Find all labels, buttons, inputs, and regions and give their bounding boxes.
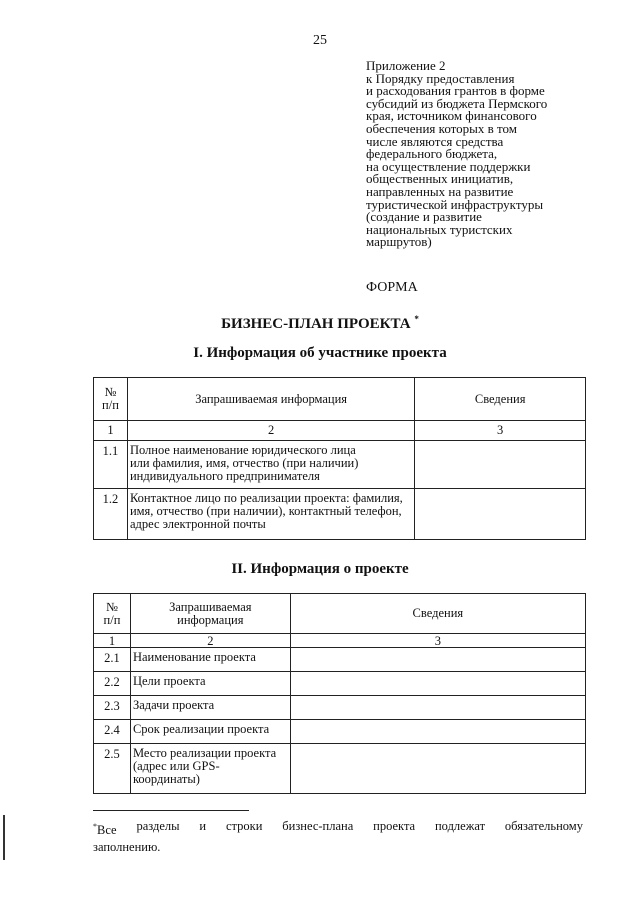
footnote-marker: * bbox=[414, 314, 419, 324]
row-label-line: координаты) bbox=[132, 772, 200, 786]
row-value-field[interactable] bbox=[290, 720, 585, 744]
appendix-line: к Порядку предоставления bbox=[366, 70, 515, 86]
appendix-line: числе являются средства bbox=[366, 133, 504, 149]
appendix-line: маршрутов) bbox=[366, 234, 432, 250]
col-requested-line: информация bbox=[177, 612, 244, 627]
appendix-line: направленных на развитие bbox=[366, 183, 514, 199]
row-number: 2.4 bbox=[94, 720, 131, 744]
index-cell: 2 bbox=[130, 634, 290, 648]
footnote-line bbox=[93, 818, 583, 839]
row-label-line: Цели проекта bbox=[132, 674, 206, 688]
row-label-line: Задачи проекта bbox=[132, 698, 215, 712]
footnote-word: проекта bbox=[373, 819, 416, 833]
project-info-table bbox=[93, 593, 586, 794]
row-value-field[interactable] bbox=[290, 648, 585, 672]
row-label-line: Наименование проекта bbox=[132, 650, 256, 664]
col-requested-line: Запрашиваемая bbox=[169, 599, 252, 614]
row-label bbox=[130, 744, 290, 794]
row-value-field[interactable] bbox=[415, 489, 586, 540]
footnote-word: бизнес-плана bbox=[282, 819, 354, 833]
row-number: 2.2 bbox=[94, 672, 131, 696]
appendix-line: национальных туристских bbox=[366, 221, 513, 237]
appendix-line: обеспечения которых в том bbox=[366, 120, 518, 136]
table-header-row bbox=[94, 594, 586, 634]
col-num-header bbox=[94, 594, 131, 634]
col-requested-header bbox=[130, 594, 290, 634]
footnote-word bbox=[93, 818, 117, 839]
footnote-word: строки bbox=[225, 819, 263, 833]
footnote-word: разделы bbox=[136, 819, 180, 833]
appendix-line: туристической инфраструктуры bbox=[366, 196, 544, 212]
table-row bbox=[94, 744, 586, 794]
appendix-line: (создание и развитие bbox=[366, 209, 482, 225]
index-cell: 3 bbox=[415, 421, 586, 441]
footnote bbox=[93, 818, 583, 856]
col-requested-header: Запрашиваемая информация bbox=[127, 378, 414, 421]
row-label bbox=[130, 720, 290, 744]
row-number: 2.3 bbox=[94, 696, 131, 720]
table-header-row bbox=[94, 378, 586, 421]
row-label bbox=[130, 648, 290, 672]
page-number: 25 bbox=[313, 33, 327, 48]
table-row bbox=[94, 648, 586, 672]
row-value-field[interactable] bbox=[290, 672, 585, 696]
footnote-line: заполнению. bbox=[93, 840, 161, 855]
appendix-line: Приложение 2 bbox=[366, 58, 446, 73]
appendix-line: общественных инициатив, bbox=[366, 171, 514, 187]
appendix-line: на осуществление поддержки bbox=[366, 158, 531, 174]
footnote-word: и bbox=[199, 819, 207, 833]
row-value-field[interactable] bbox=[290, 744, 585, 794]
row-value-field[interactable] bbox=[415, 441, 586, 489]
row-label bbox=[130, 696, 290, 720]
row-label-line: адрес электронной почты bbox=[129, 517, 266, 531]
row-label-line: Контактное лицо по реализации проекта: фамилия, bbox=[129, 491, 403, 505]
table-row bbox=[94, 696, 586, 720]
row-label-line: индивидуального предпринимателя bbox=[129, 469, 320, 483]
col-info-header: Сведения bbox=[290, 594, 585, 634]
index-cell: 2 bbox=[127, 421, 414, 441]
col-num-line: № bbox=[104, 385, 117, 399]
appendix-line: субсидий из бюджета Пермского bbox=[366, 95, 548, 111]
row-label bbox=[130, 672, 290, 696]
index-cell: 3 bbox=[290, 634, 585, 648]
footnote-marker: * bbox=[93, 822, 97, 831]
document-title-text: БИЗНЕС-ПЛАН ПРОЕКТА bbox=[221, 316, 411, 332]
column-index-row bbox=[94, 634, 586, 648]
appendix-line: федерального бюджета, bbox=[366, 146, 498, 162]
section2-heading: II. Информация о проекте bbox=[231, 561, 409, 577]
row-label-line: или фамилия, имя, отчество (при наличии) bbox=[129, 456, 359, 470]
index-cell: 1 bbox=[94, 421, 128, 441]
participant-info-table bbox=[93, 377, 586, 540]
column-index-row bbox=[94, 421, 586, 441]
footnote-word: обязательному bbox=[504, 819, 583, 833]
row-number: 2.1 bbox=[94, 648, 131, 672]
row-number: 1.2 bbox=[94, 489, 128, 540]
table-row bbox=[94, 720, 586, 744]
table-row bbox=[94, 672, 586, 696]
row-label-line: Полное наименование юридического лица bbox=[129, 443, 356, 457]
row-value-field[interactable] bbox=[290, 696, 585, 720]
col-num-line: п/п bbox=[103, 612, 121, 627]
footnote-word-text: Все bbox=[97, 823, 117, 838]
index-cell: 1 bbox=[94, 634, 131, 648]
row-label bbox=[127, 489, 414, 540]
scan-edge-mark bbox=[3, 815, 5, 860]
appendix-caption bbox=[366, 60, 596, 249]
appendix-line: края, источником финансового bbox=[366, 108, 537, 124]
appendix-line: и расходования грантов в форме bbox=[366, 83, 545, 99]
document-title bbox=[0, 314, 640, 333]
section1-heading: I. Информация об участнике проекта bbox=[193, 345, 447, 361]
col-num-line: п/п bbox=[102, 398, 119, 412]
row-label bbox=[127, 441, 414, 489]
col-num-header bbox=[94, 378, 128, 421]
row-number: 1.1 bbox=[94, 441, 128, 489]
col-num-line: № bbox=[106, 599, 118, 614]
row-label-line: (адрес или GPS- bbox=[132, 759, 220, 773]
table-row bbox=[94, 441, 586, 489]
row-label-line: Место реализации проекта bbox=[132, 746, 277, 760]
table-row bbox=[94, 489, 586, 540]
row-number: 2.5 bbox=[94, 744, 131, 794]
form-label: ФОРМА bbox=[366, 280, 418, 295]
row-label-line: Срок реализации проекта bbox=[132, 722, 270, 736]
col-info-header: Сведения bbox=[415, 378, 586, 421]
row-label-line: имя, отчество (при наличии), контактный телефон, bbox=[129, 504, 402, 518]
footnote-divider bbox=[93, 810, 249, 811]
footnote-word: подлежат bbox=[434, 819, 486, 833]
